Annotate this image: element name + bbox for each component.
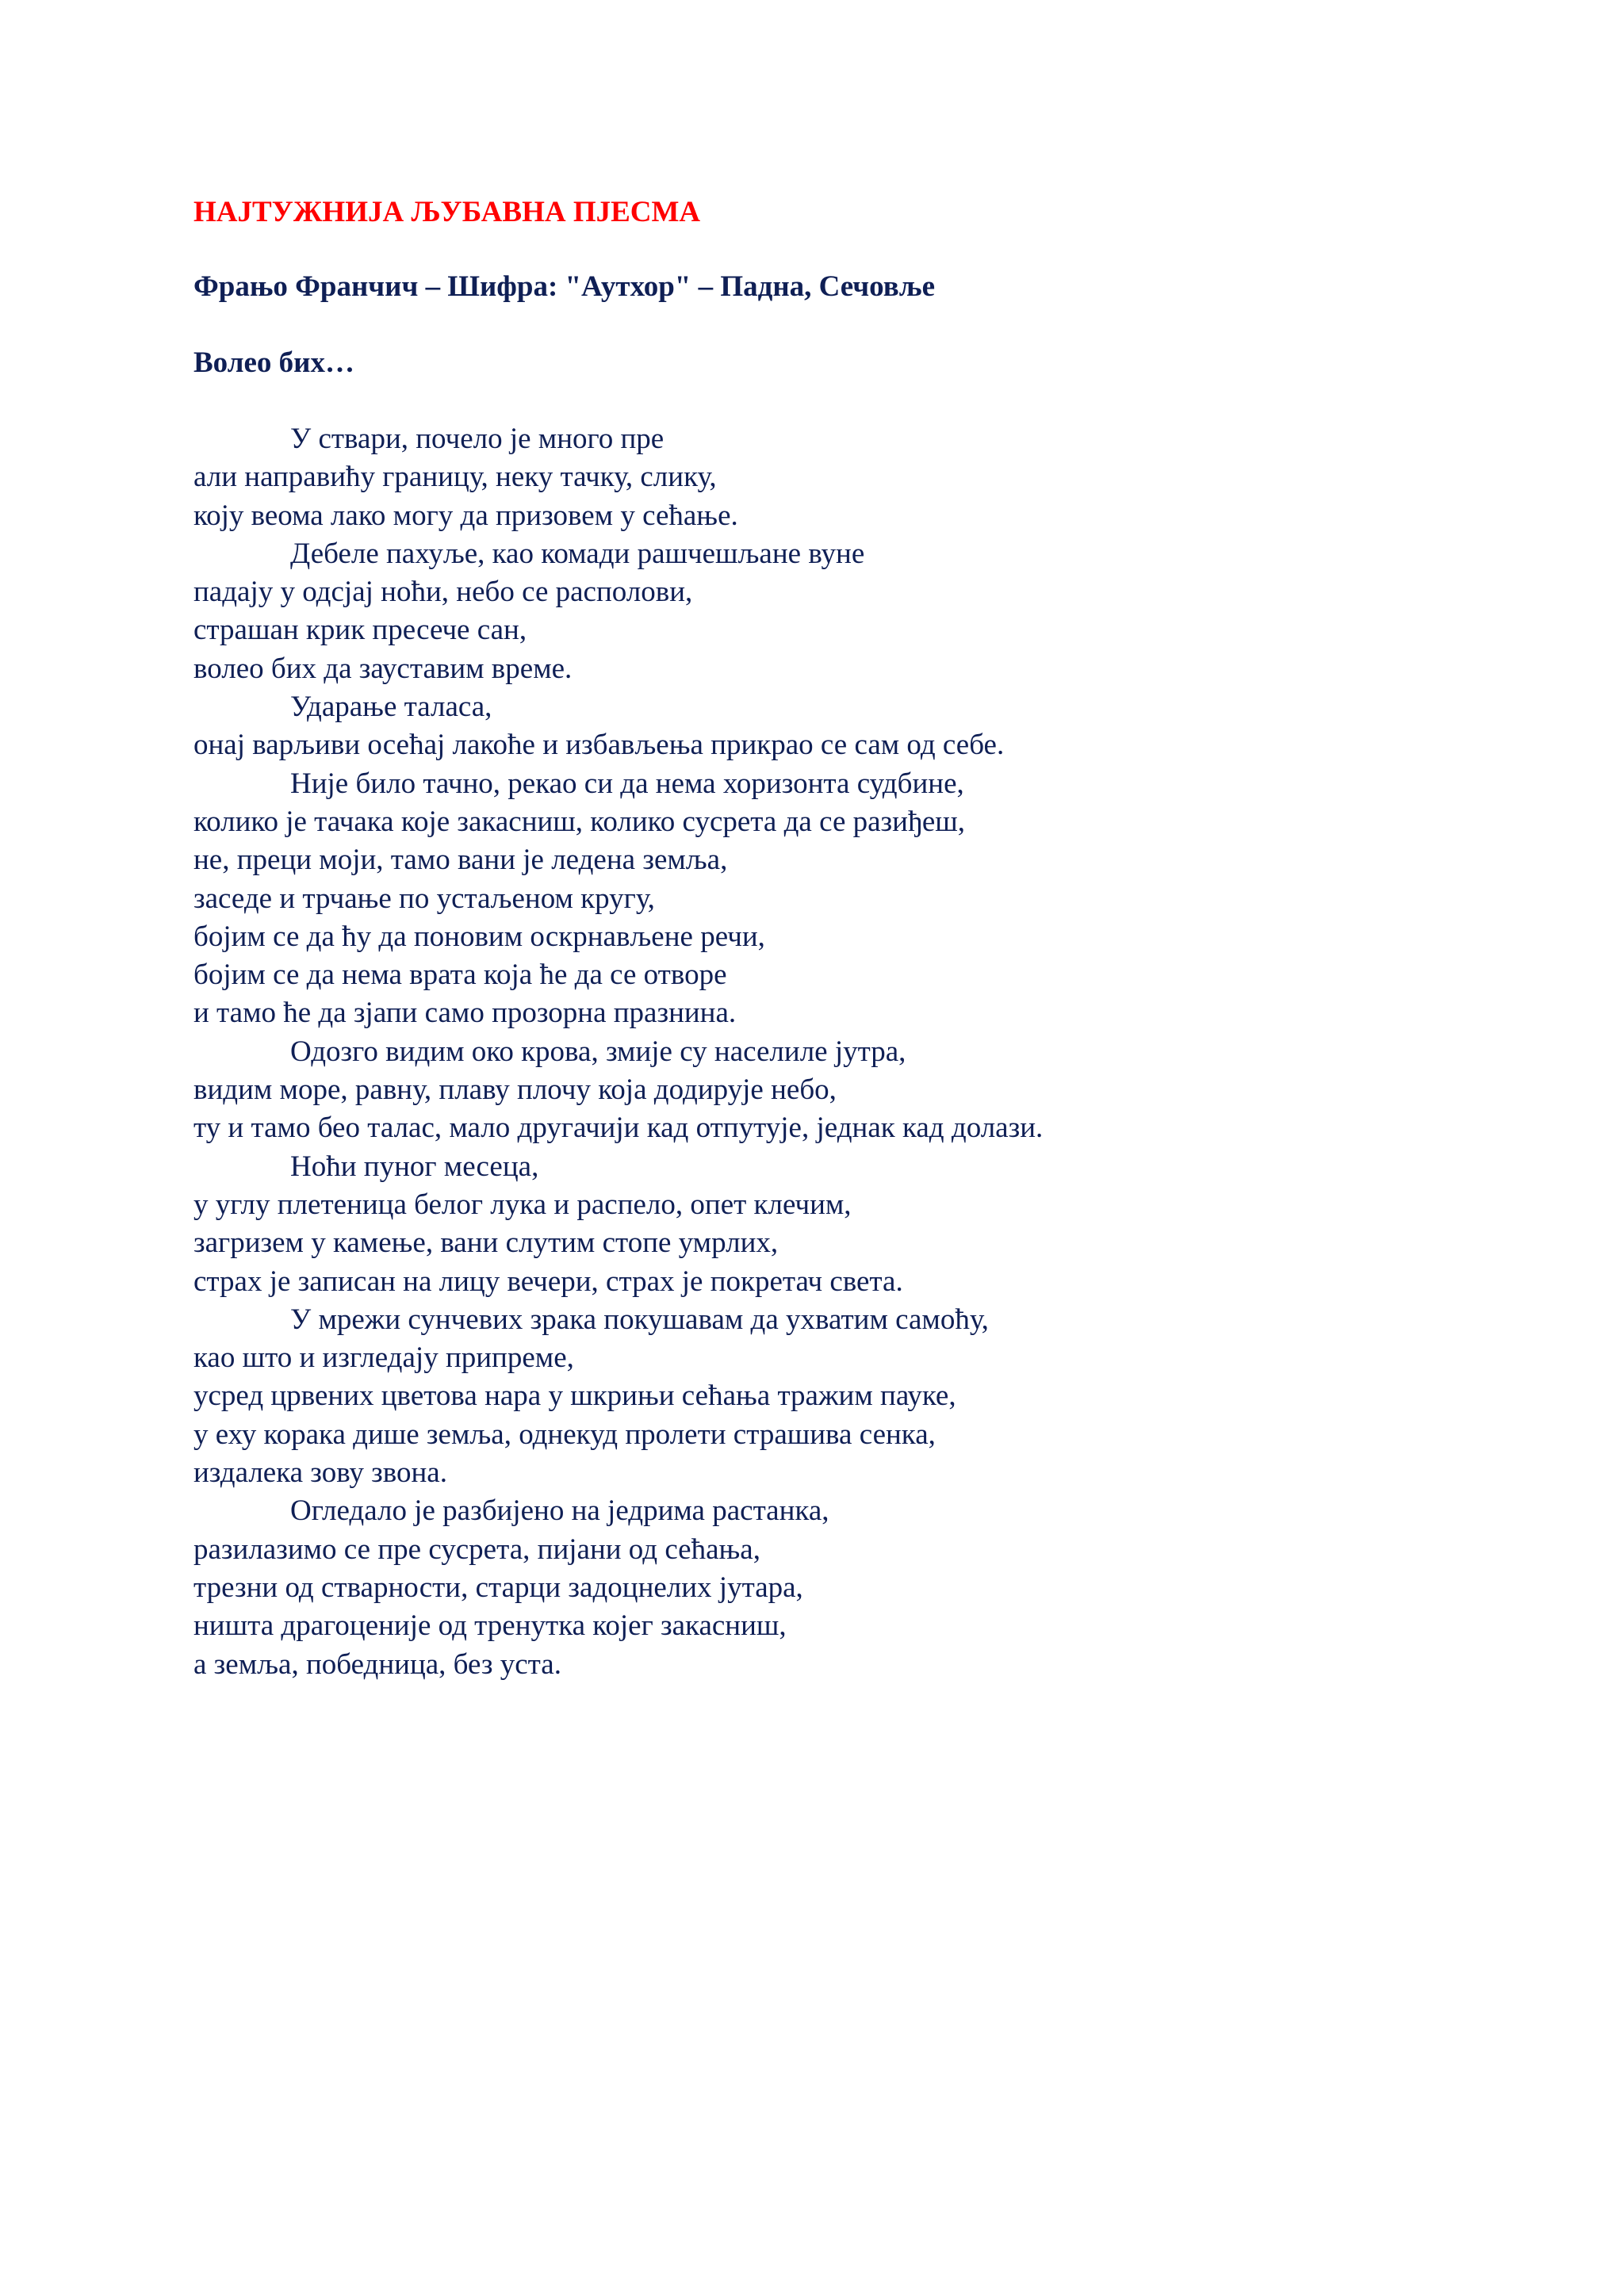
poem-line: бојим се да ћу да поновим оскрнављене речи,: [193, 920, 765, 953]
poem-line: ништа драгоценије од тренутка којег закасниш,: [193, 1609, 787, 1643]
poem-line: ту и тамо бео талас, мало другачији кад отпутује, једнак кад долази.: [193, 1112, 1044, 1145]
poem-line: загризем у камење, вани слутим стопе умрлих,: [193, 1226, 779, 1260]
author-line: Фрањо Франчич – Шифра: "Аутхор" – Падна, Сечовље: [193, 270, 936, 303]
poem-line: видим море, равну, плаву плочу која додирује небо,: [193, 1073, 837, 1107]
poem-line: разилазимо се пре сусрета, пијани од сећања,: [193, 1533, 760, 1566]
poem-line: падају у одсјај ноћи, небо се располови,: [193, 576, 693, 609]
poem-line: онај варљиви осећај лакоће и избављења прикрао се сам од себе.: [193, 729, 1005, 762]
poem-line: Одозго видим око крова, змије су населиле јутра,: [290, 1035, 906, 1068]
poem-line: страшан крик пресече сан,: [193, 614, 527, 647]
poem-line: У ствари, почело је много пре: [290, 423, 665, 455]
poem-line: колико је тачака које закасниш, колико сусрета да се разиђеш,: [193, 805, 966, 838]
poem-line: Није било тачно, рекао си да нема хоризонта судбине,: [290, 767, 964, 800]
poem-line: као што и изгледају припреме,: [193, 1341, 574, 1375]
poem-line: у углу плетеница белог лука и распело, опет клечим,: [193, 1188, 852, 1221]
poem-line: издалека зову звона.: [193, 1456, 447, 1490]
poem-line: Ударање таласа,: [290, 691, 492, 724]
poem-title: Волео бих…: [193, 346, 354, 379]
poem-line: У мрежи сунчевих зрака покушавам да ухватим самоћу,: [290, 1303, 989, 1336]
poem-line: Дебеле пахуље, као комади рашчешљане вуне: [290, 537, 865, 570]
poem-line: заседе и трчање по устаљеном кругу,: [193, 882, 655, 915]
poem-line: Ноћи пуног месеца,: [290, 1150, 539, 1183]
poem-line: коју веома лако могу да призовем у сећање.: [193, 499, 738, 532]
poem-line: у еху корака дише земља, однекуд пролети страшива сенка,: [193, 1418, 936, 1451]
poem-line: бојим се да нема врата која ће да се отворе: [193, 959, 727, 992]
document-title: НАЈТУЖНИЈА ЉУБАВНА ПЈЕСМА: [193, 196, 701, 228]
poem-line: трезни од стварности, старци задоцнелих јутара,: [193, 1571, 803, 1604]
poem-body: [193, 420, 1542, 1684]
poem-line: усред црвених цветова нара у шкрињи сећања тражим пауке,: [193, 1380, 956, 1413]
poem-line: страх је записан на лицу вечери, страх је покретач света.: [193, 1265, 903, 1298]
poem-line: волео бих да зауставим време.: [193, 652, 573, 685]
poem-line: а земља, победница, без уста.: [193, 1647, 561, 1681]
poem-line: и тамо ће да зјапи само прозорна празнина.: [193, 997, 737, 1030]
poem-line: али направићу границу, неку тачку, слику,: [193, 461, 717, 494]
poem-line: не, преци моји, тамо вани је ледена земља,: [193, 844, 728, 877]
poem-line: Огледало је разбијено на једрима растанка,: [290, 1494, 829, 1528]
